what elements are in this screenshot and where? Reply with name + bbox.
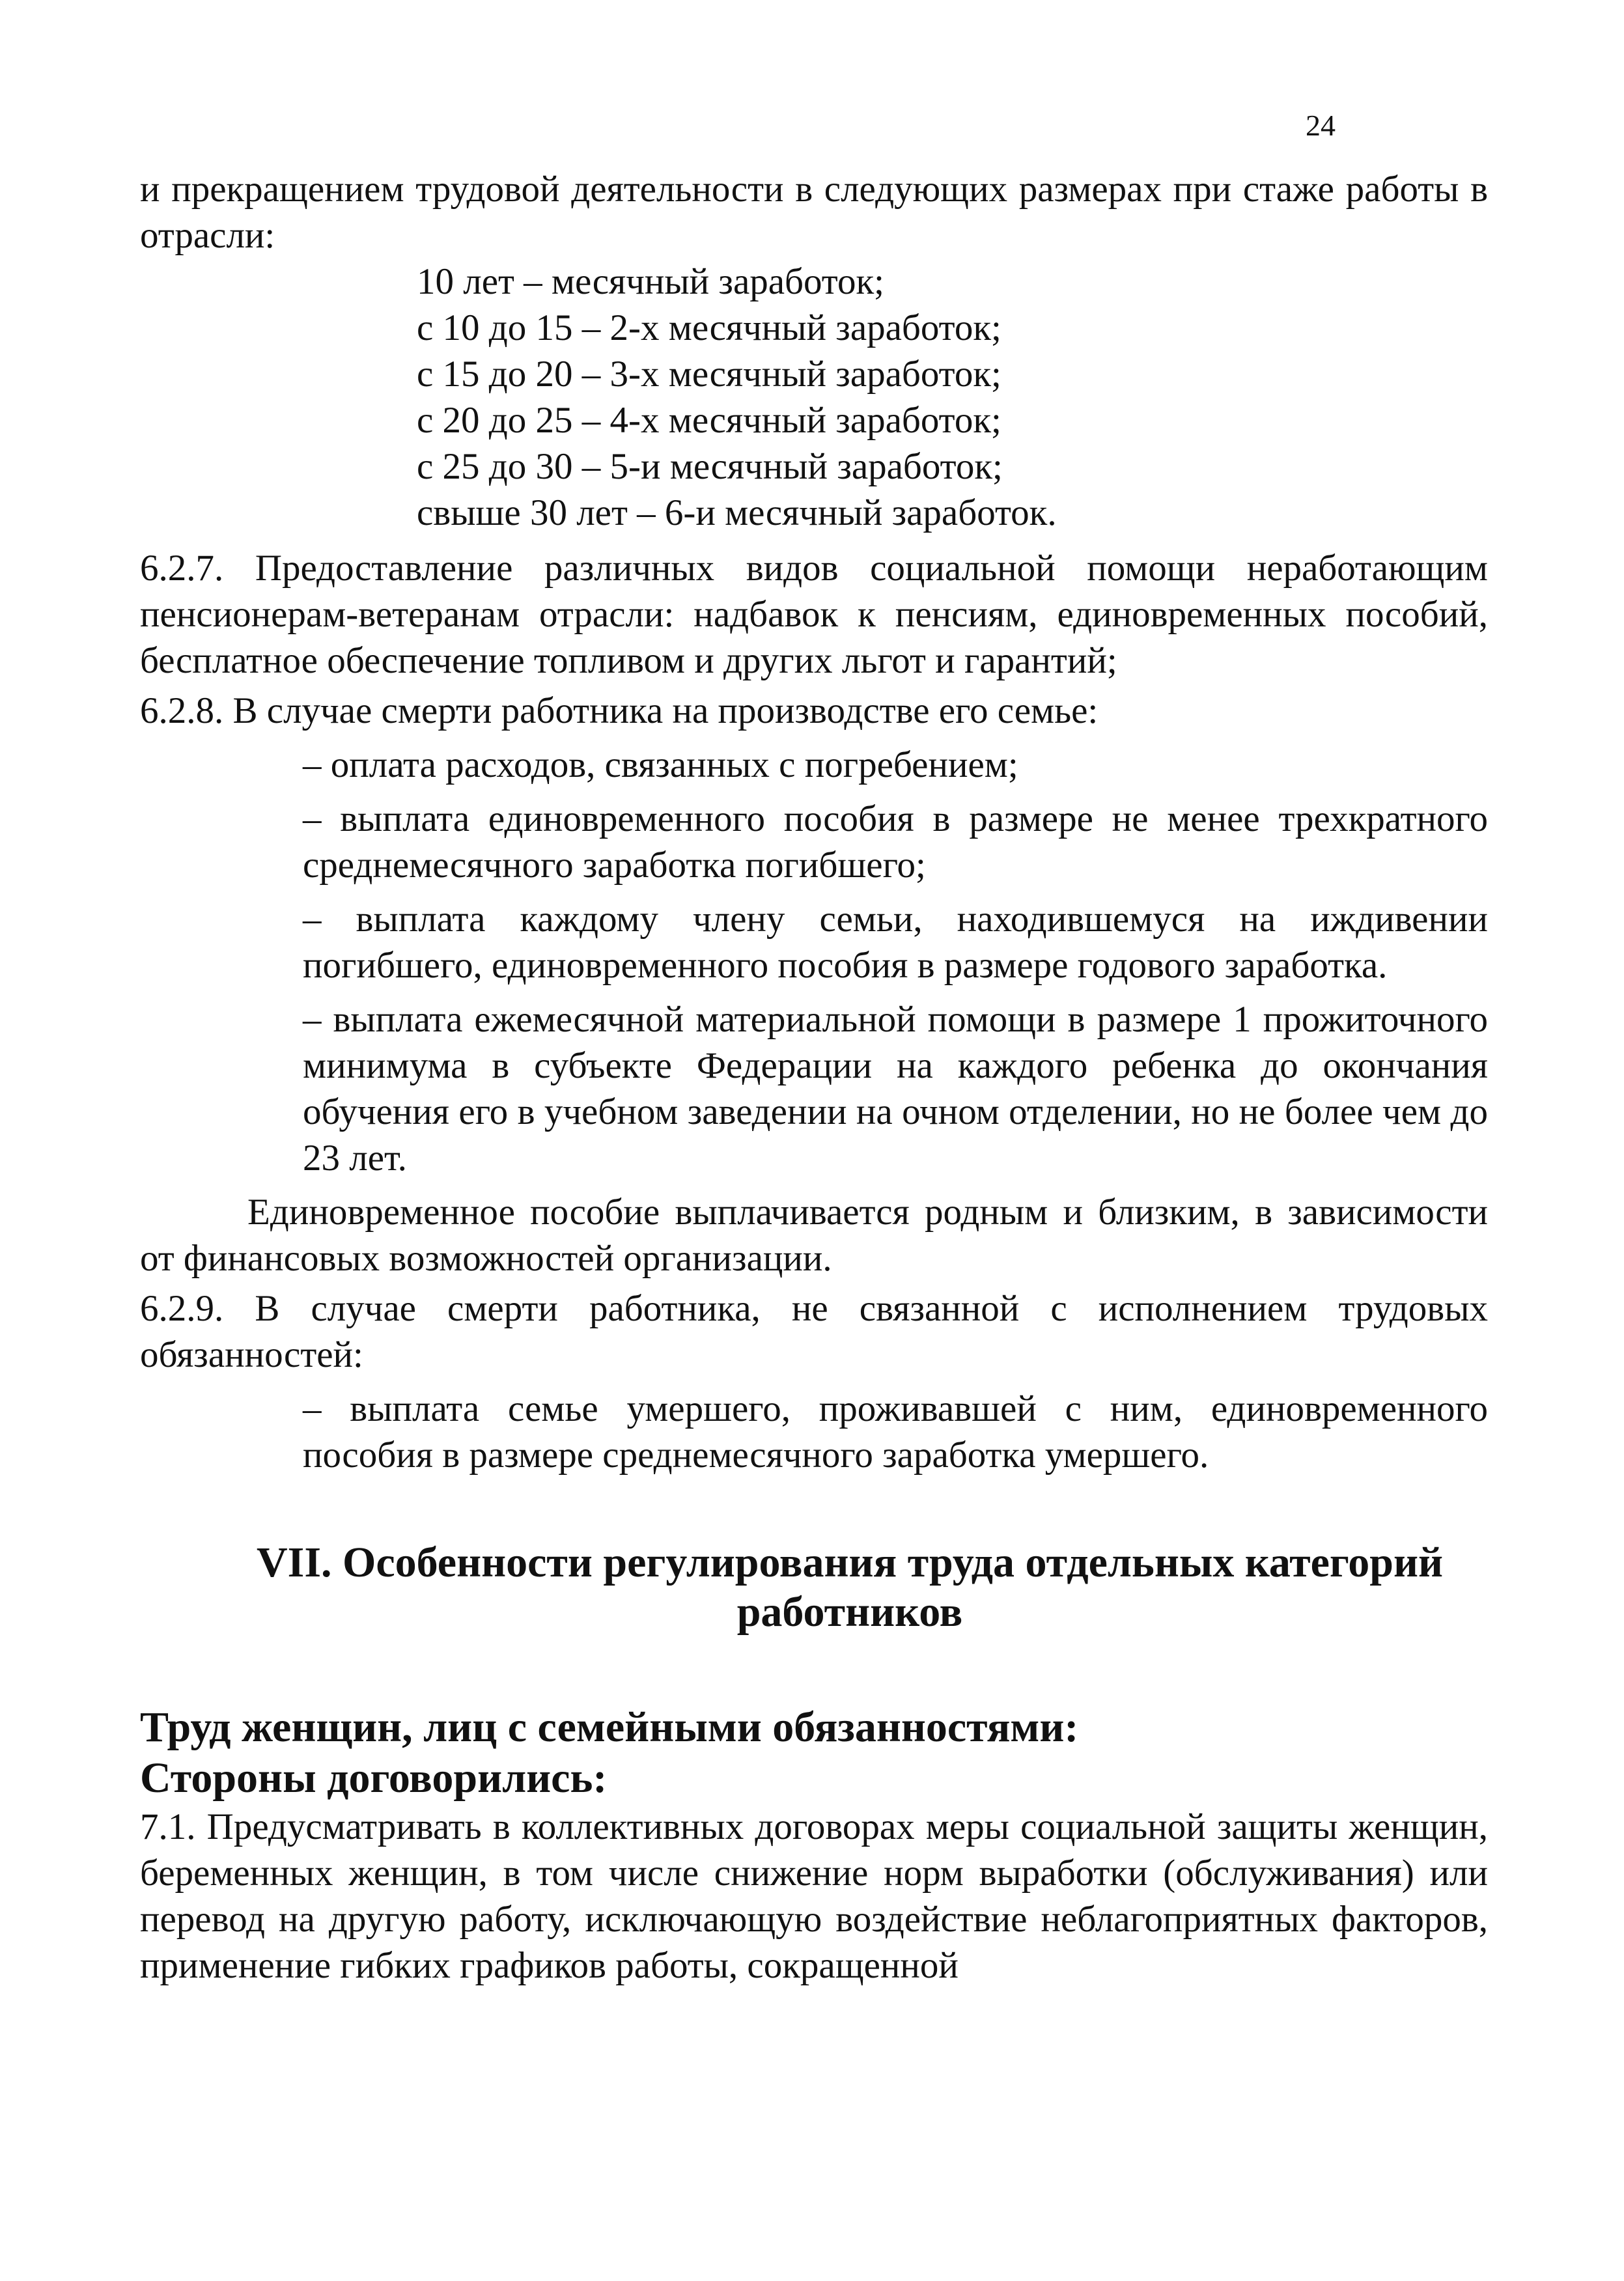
clause-6-2-8: 6.2.8. В случае смерти работника на производстве его семье:: [140, 690, 1099, 731]
clause-6-2-9-bullets: [303, 1386, 1488, 1478]
bullet-item: – выплата единовременного пособия в размере не менее трехкратного среднемесячного заработка погибшего;: [303, 798, 1488, 886]
scale-line: свыше 30 лет – 6-и месячный заработок.: [417, 492, 1057, 533]
payment-scale-list: [417, 259, 1488, 536]
intro-paragraph: и прекращением трудовой деятельности в следующих размерах при стаже работы в отрасли:: [140, 169, 1488, 256]
bullet-item: – оплата расходов, связанных с погребением;: [303, 744, 1018, 785]
document-body: [140, 166, 1488, 1989]
scale-line: с 20 до 25 – 4-х месячный заработок;: [417, 400, 1001, 441]
clause-7-1: 7.1. Предусматривать в коллективных договорах меры социальной защиты женщин, беременных женщин, в том числе снижение норм выработки (обслуживания) или перевод на другую работу, исключающую воздействие неблагоприятных факторов, применение гибких графиков работы, сокращенной: [140, 1806, 1488, 1986]
page-number: 24: [1306, 109, 1336, 142]
scale-line: 10 лет – месячный заработок;: [417, 261, 884, 302]
bullet-item: – выплата ежемесячной материальной помощи в размере 1 прожиточного минимума в субъекте Федерации на каждого ребенка до окончания обучения его в учебном заведении на очном отделении, но не более чем до 23 лет.: [303, 999, 1488, 1179]
lump-sum-note: Единовременное пособие выплачивается родным и близким, в зависимости от финансовых возможностей организации.: [140, 1192, 1488, 1279]
bullet-item: – выплата семье умершего, проживавшей с ним, единовременного пособия в размере среднемесячного заработка умершего.: [303, 1388, 1488, 1476]
section-heading: VII. Особенности регулирования труда отдельных категорий работников: [257, 1539, 1443, 1636]
scale-line: с 10 до 15 – 2-х месячный заработок;: [417, 307, 1001, 348]
subsection-heading: Труд женщин, лиц с семейными обязанностями:: [140, 1703, 1079, 1751]
clause-6-2-9: 6.2.9. В случае смерти работника, не связанной с исполнением трудовых обязанностей:: [140, 1288, 1488, 1375]
agreement-heading: Стороны договорились:: [140, 1754, 608, 1802]
scale-line: с 15 до 20 – 3-х месячный заработок;: [417, 354, 1001, 395]
bullet-item: – выплата каждому члену семьи, находившемуся на иждивении погибшего, единовременного пособия в размере годового заработка.: [303, 899, 1488, 986]
clause-6-2-8-bullets: [303, 742, 1488, 1181]
clause-6-2-7: 6.2.7. Предоставление различных видов социальной помощи неработающим пенсионерам-ветеранам отрасли: надбавок к пенсиям, единовременных пособий, бесплатное обеспечение топливом и других льгот и гарантий;: [140, 548, 1488, 681]
scale-line: с 25 до 30 – 5-и месячный заработок;: [417, 446, 1003, 487]
